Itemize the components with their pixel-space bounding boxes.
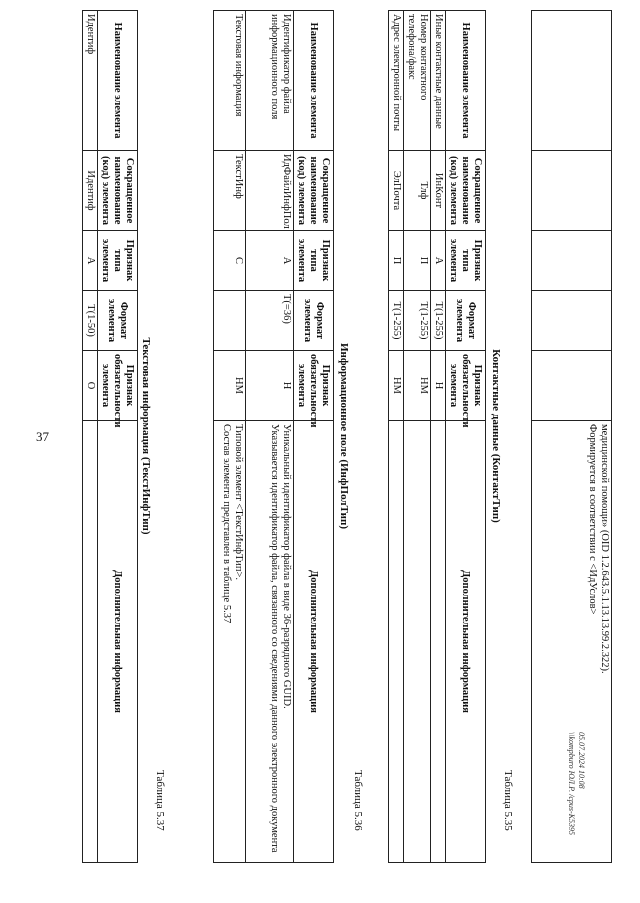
table-caption-535: Таблица 5.35 bbox=[502, 770, 514, 831]
cell-type: С bbox=[214, 231, 246, 291]
cell-format: T(1-50) bbox=[83, 291, 98, 351]
cell-name: Текстовая информация bbox=[214, 11, 246, 151]
cell-code: Тлф bbox=[404, 151, 431, 231]
table-title-537: Текстовая информация (ТекстИнфТип) bbox=[140, 337, 152, 535]
info-line: Типовой элемент <ТекстИнфТип>. bbox=[233, 424, 244, 581]
header-type: Признак типа элемента bbox=[98, 231, 138, 291]
page-number: 37 bbox=[36, 429, 49, 444]
rotated-page-content bbox=[31, 10, 612, 873]
header-required: Признак обязательности элемента bbox=[446, 351, 486, 421]
table-row bbox=[246, 11, 294, 863]
header-info: Дополнительная информация bbox=[294, 421, 334, 863]
cell-required: О bbox=[83, 351, 98, 421]
header-format: Формат элемента bbox=[98, 291, 138, 351]
header-code: Сокращенное наименование (код) элемента bbox=[294, 151, 334, 231]
cell-format: T(1-255) bbox=[404, 291, 431, 351]
empty-cell bbox=[532, 351, 612, 421]
table-537 bbox=[82, 10, 138, 863]
footer-path: \\kompburo ЮЛ.Р. /cpus-K5395 bbox=[567, 732, 576, 836]
table-row bbox=[404, 11, 431, 863]
cell-format bbox=[214, 291, 246, 351]
empty-cell bbox=[532, 231, 612, 291]
cell-required: Н bbox=[246, 351, 294, 421]
table-536 bbox=[213, 10, 334, 863]
table-caption-537: Таблица 5.37 bbox=[154, 770, 166, 831]
cell-format: T(1-255) bbox=[389, 291, 404, 351]
empty-cell bbox=[532, 11, 612, 151]
table-row bbox=[389, 11, 404, 863]
table-535 bbox=[388, 10, 486, 863]
header-format: Формат элемента bbox=[294, 291, 334, 351]
header-type: Признак типа элемента bbox=[446, 231, 486, 291]
cell-type: П bbox=[404, 231, 431, 291]
header-code: Сокращенное наименование (код) элемента bbox=[98, 151, 138, 231]
table-row bbox=[214, 11, 246, 863]
cell-code: ИнКонт bbox=[431, 151, 446, 231]
header-required: Признак обязательности элемента bbox=[294, 351, 334, 421]
cell-required: НМ bbox=[404, 351, 431, 421]
header-info: Дополнительная информация bbox=[446, 421, 486, 863]
cell-info bbox=[214, 421, 246, 863]
empty-cell bbox=[532, 151, 612, 231]
footer-date: 05.07.2024 10:08 bbox=[577, 732, 586, 789]
cell-info bbox=[431, 421, 446, 863]
cell-info bbox=[83, 421, 98, 863]
cell-code: Идентиф bbox=[83, 151, 98, 231]
header-type: Признак типа элемента bbox=[294, 231, 334, 291]
info-cell bbox=[532, 421, 612, 863]
table-row bbox=[431, 11, 446, 863]
cell-name: Иные контактные данные bbox=[431, 11, 446, 151]
cell-type: П bbox=[389, 231, 404, 291]
header-info: Дополнительная информация bbox=[98, 421, 138, 863]
header-name: Наименование элемента bbox=[446, 11, 486, 151]
table-caption-536: Таблица 5.36 bbox=[352, 770, 364, 831]
cell-type: А bbox=[431, 231, 446, 291]
header-code: Сокращенное наименование (код) элемента bbox=[446, 151, 486, 231]
cell-name: Идентификатор файла информационного поля bbox=[246, 11, 294, 151]
cell-required: НМ bbox=[389, 351, 404, 421]
cell-info bbox=[404, 421, 431, 863]
cell-code: ИдФайлИнфПол bbox=[246, 151, 294, 231]
cell-type: А bbox=[83, 231, 98, 291]
header-required: Признак обязательности элемента bbox=[98, 351, 138, 421]
cell-format: T(1-255) bbox=[431, 291, 446, 351]
info-line: Указывается идентификатор файла, связанного со сведениями данного электронного документа bbox=[269, 424, 280, 853]
table-title-535: Контактные данные (КонтактТип) bbox=[490, 349, 502, 523]
cell-name: Адрес электронной почты bbox=[389, 11, 404, 151]
info-line: медицинской помощи» (OID 1.2.643.5.1.13.13.99.2.322). bbox=[599, 424, 610, 674]
cell-code: ТекстИнф bbox=[214, 151, 246, 231]
cell-name: Номер контактного телефона/факс bbox=[404, 11, 431, 151]
cell-required: НМ bbox=[214, 351, 246, 421]
cell-code: ЭлПочта bbox=[389, 151, 404, 231]
cell-required: Н bbox=[431, 351, 446, 421]
empty-cell bbox=[532, 291, 612, 351]
header-format: Формат элемента bbox=[446, 291, 486, 351]
info-line: Формируется в соответствии с <ИдУслов> bbox=[587, 424, 598, 615]
cell-format: T(=36) bbox=[246, 291, 294, 351]
table-row bbox=[83, 11, 98, 863]
table-title-536: Информационное поле (ИнфПолТип) bbox=[338, 342, 350, 529]
header-name: Наименование элемента bbox=[98, 11, 138, 151]
cell-info bbox=[389, 421, 404, 863]
cell-info bbox=[246, 421, 294, 863]
continuation-table bbox=[531, 10, 612, 863]
cell-type: А bbox=[246, 231, 294, 291]
cell-name: Идентиф bbox=[83, 11, 98, 151]
info-line: Состав элемента представлен в таблице 5.37 bbox=[221, 424, 232, 624]
header-name: Наименование элемента bbox=[294, 11, 334, 151]
info-line: Уникальный идентификатор файла в виде 36-разрядного GUID. bbox=[281, 424, 292, 709]
